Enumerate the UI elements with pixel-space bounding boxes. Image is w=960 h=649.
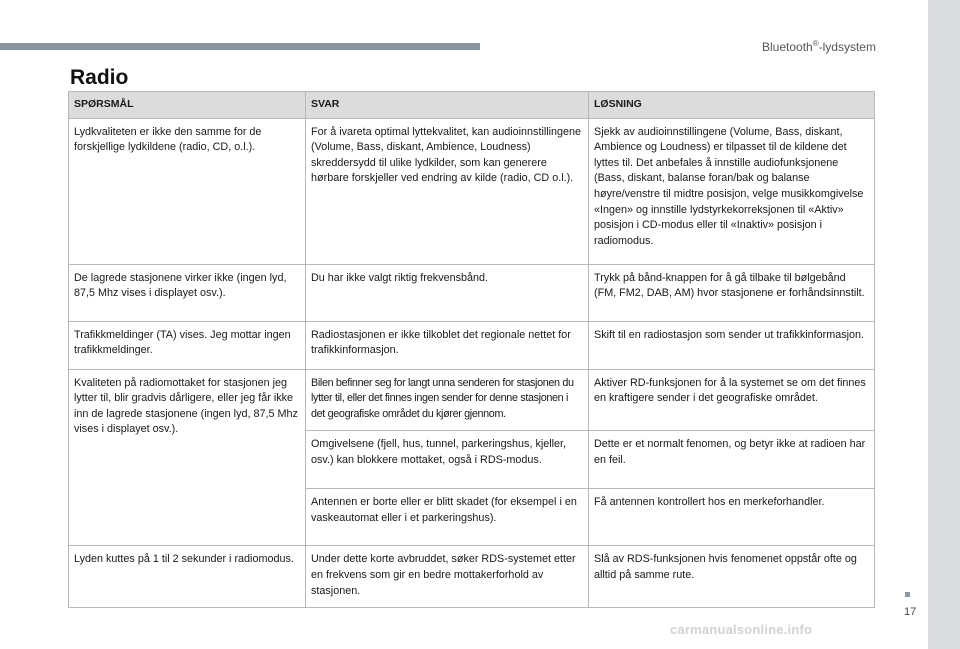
solution-cell: Dette er et normalt fenomen, og betyr ikke at radioen har en feil. (589, 431, 875, 489)
troubleshooting-table (68, 91, 875, 608)
question-cell: Kvaliteten på radiomottaket for stasjonen jeg lytter til, blir gradvis dårligere, eller jeg får ikke inn de lagrede stasjonene (ingen lyd, 87,5 Mhz vises i displayet osv.). (69, 369, 306, 546)
solution-cell: Sjekk av audioinnstillingene (Volume, Bass, diskant, Ambience og Loudness) er tilpasset til de kildene det lyttes til. Det anbefales å innstille audiofunksjonene (Bass, diskant, balanse foran/bak og balanse høyre/venstre til midtre posisjon, velge musikkomgivelse «Ingen» og innstille lydstyrkekorreksjonen til «Aktiv» posisjon i CD-modus eller til «Inaktiv» posisjon i radiomodus. (589, 118, 875, 264)
top-accent-bar (0, 43, 480, 50)
answer-cell: Omgivelsene (fjell, hus, tunnel, parkeringshus, kjeller, osv.) kan blokkere mottaket, også i RDS-modus. (306, 431, 589, 489)
solution-cell: Skift til en radiostasjon som sender ut trafikkinformasjon. (589, 321, 875, 369)
table-row (69, 118, 875, 264)
question-cell: Lyden kuttes på 1 til 2 sekunder i radiomodus. (69, 546, 306, 608)
table-header-row (69, 92, 875, 119)
page-title: Radio (70, 66, 129, 89)
solution-cell: Trykk på bånd-knappen for å gå tilbake til bølgebånd (FM, FM2, DAB, AM) hvor stasjonene er forhåndsinnstilt. (589, 264, 875, 321)
column-header-question: SPØRSMÅL (69, 92, 306, 119)
answer-cell: Bilen befinner seg for langt unna senderen for stasjonen du lytter til, eller det finnes ingen sender for denne stasjonen i det geografiske området du kjører gjennom. (306, 369, 589, 431)
answer-cell: Du har ikke valgt riktig frekvensbånd. (306, 264, 589, 321)
answer-cell: Under dette korte avbruddet, søker RDS-systemet etter en frekvens som gir en bedre mottakerforhold av stasjonen. (306, 546, 589, 608)
table-row (69, 369, 875, 431)
table-row (69, 546, 875, 608)
table-row (69, 264, 875, 321)
question-cell: Trafikkmeldinger (TA) vises. Jeg mottar ingen trafikkmeldinger. (69, 321, 306, 369)
section-header: Bluetooth®-lydsystem (762, 39, 876, 54)
solution-cell: Slå av RDS-funksjonen hvis fenomenet oppstår ofte og alltid på samme rute. (589, 546, 875, 608)
column-header-solution: LØSNING (589, 92, 875, 119)
page-number: 17 (904, 606, 917, 618)
column-header-answer: SVAR (306, 92, 589, 119)
question-cell: De lagrede stasjonene virker ikke (ingen lyd, 87,5 Mhz vises i displayet osv.). (69, 264, 306, 321)
solution-cell: Få antennen kontrollert hos en merkeforhandler. (589, 489, 875, 546)
page-marker (905, 592, 910, 597)
answer-cell: For å ivareta optimal lyttekvalitet, kan audioinnstillingene (Volume, Bass, diskant, Ambience, Loudness) skreddersydd til ulike lydkilder, som kan generere hørbare forskjeller ved endring av kilde (radio, CD o.l.). (306, 118, 589, 264)
table-row (69, 321, 875, 369)
answer-cell: Radiostasjonen er ikke tilkoblet det regionale nettet for trafikkinformasjon. (306, 321, 589, 369)
answer-cell: Antennen er borte eller er blitt skadet (for eksempel i en vaskeautomat eller i et parkeringshus). (306, 489, 589, 546)
right-margin-band (928, 0, 960, 649)
watermark-text: carmanualsonline.info (670, 622, 813, 637)
solution-cell: Aktiver RD-funksjonen for å la systemet se om det finnes en kraftigere sender i det geografiske området. (589, 369, 875, 431)
question-cell: Lydkvaliteten er ikke den samme for de forskjellige lydkildene (radio, CD, o.l.). (69, 118, 306, 264)
